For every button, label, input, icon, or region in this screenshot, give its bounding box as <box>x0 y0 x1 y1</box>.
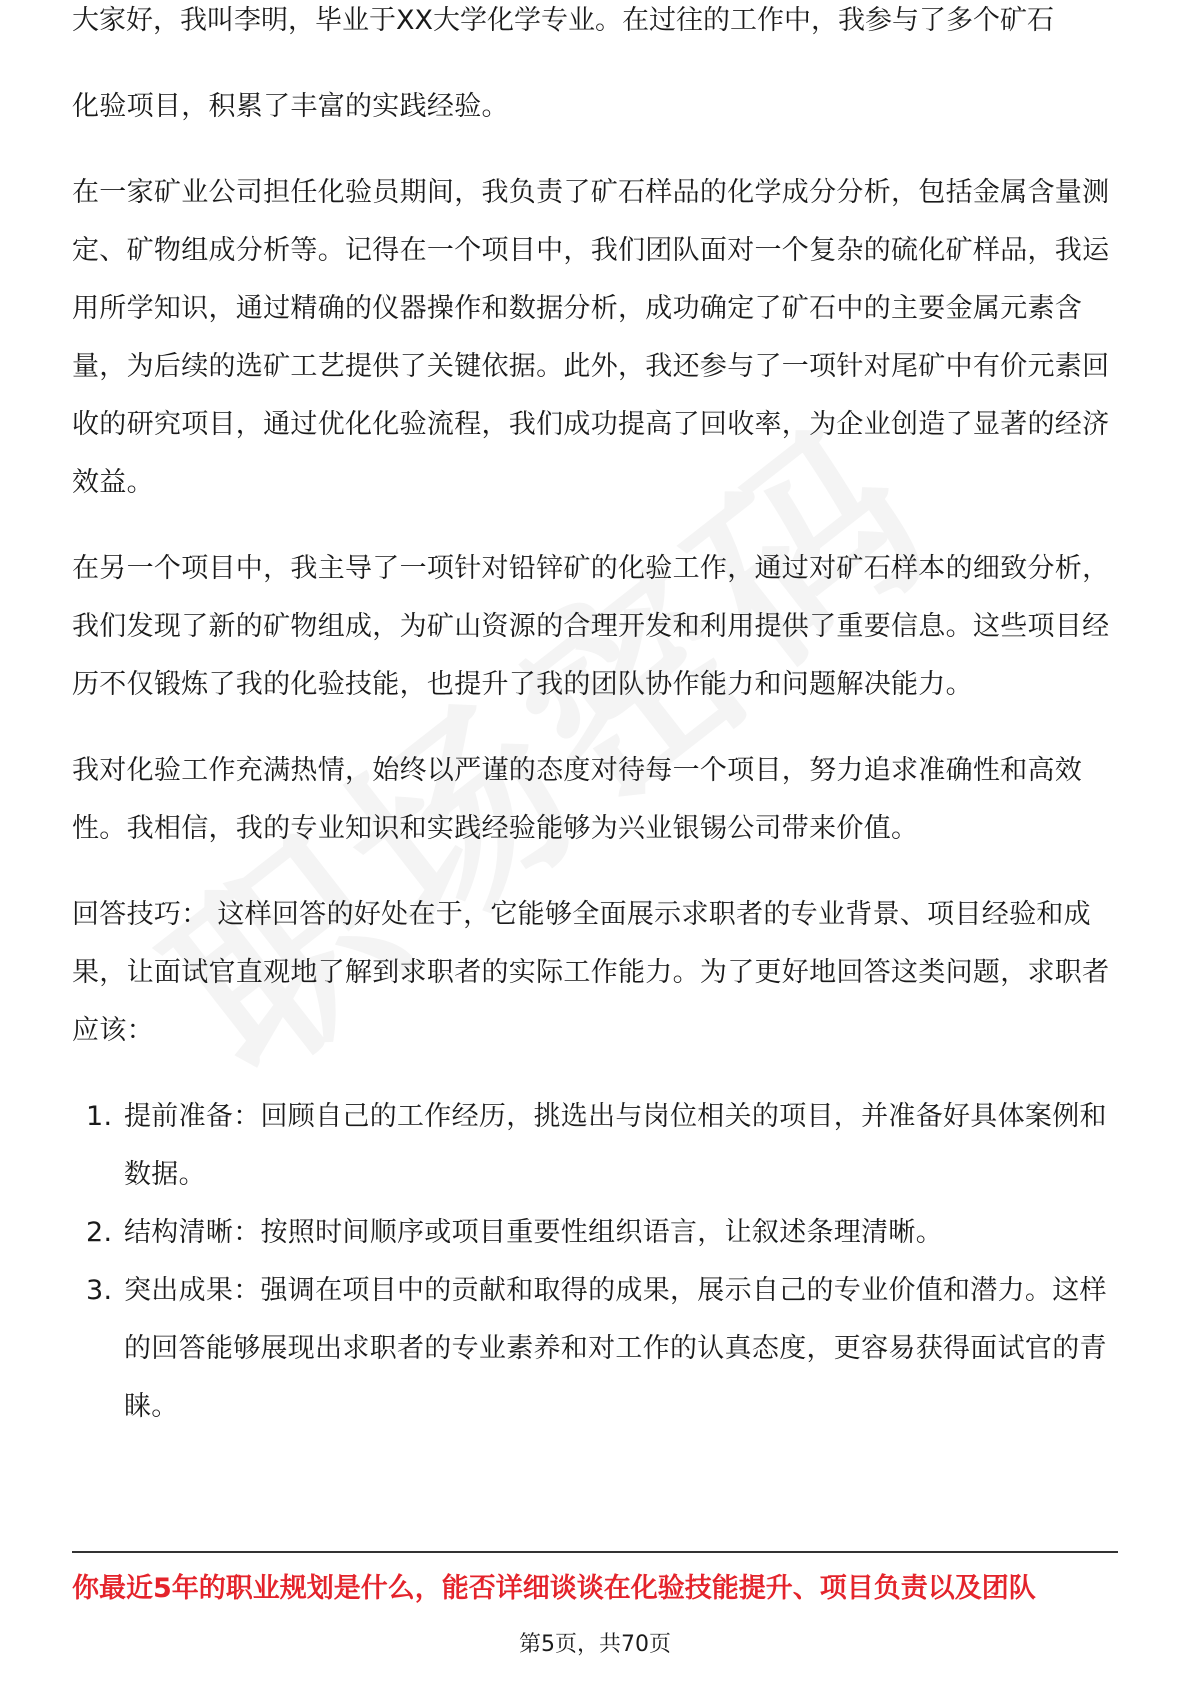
list-item-number: 2. <box>86 1217 113 1248</box>
cut-off-top-line: 大家好，我叫李明，毕业于XX大学化学专业。在过往的工作中，我参与了多个矿石 <box>72 5 1054 36</box>
paragraph-motivation: 我对化验工作充满热情，始终以严谨的态度对待每一个项目，努力追求准确性和高效性。我相信，我的专业知识和实践经验能够为兴业银锡公司带来价值。 <box>72 755 1083 844</box>
list-item-number: 1. <box>86 1101 113 1132</box>
paragraph-continuation: 化验项目，积累了丰富的实践经验。 <box>72 91 509 122</box>
list-item-text: 提前准备：回顾自己的工作经历，挑选出与岗位相关的项目，并准备好具体案例和数据。 <box>124 1101 1107 1190</box>
list-item-number: 3. <box>86 1275 113 1306</box>
paragraph-answer-tips: 回答技巧： 这样回答的好处在于，它能够全面展示求职者的专业背景、项目经验和成果，让面试官直观地了解到求职者的实际工作能力。为了更好地回答这类问题，求职者应该： <box>72 899 1110 1046</box>
list-item <box>86 1262 1118 1436</box>
list-item-text: 结构清晰：按照时间顺序或项目重要性组织语言，让叙述条理清晰。 <box>124 1217 943 1248</box>
list-item <box>86 1088 1118 1204</box>
section-divider <box>72 1551 1118 1553</box>
list-item <box>86 1204 1118 1262</box>
main-content <box>72 78 1118 1436</box>
paragraph-experience-1: 在一家矿业公司担任化验员期间，我负责了矿石样品的化学成分分析，包括金属含量测定、矿物组成分析等。记得在一个项目中，我们团队面对一个复杂的硫化矿样品，我运用所学知识，通过精确的仪器操作和数据分析，成功确定了矿石中的主要金属元素含量，为后续的选矿工艺提供了关键依据。此外，我还参与了一项针对尾矿中有价元素回收的研究项目，通过优化化验流程，我们成功提高了回收率，为企业创造了显著的经济效益。 <box>72 177 1110 498</box>
page-number-footer: 第5页，共70页 <box>519 1632 671 1657</box>
paragraph-experience-2: 在另一个项目中，我主导了一项针对铅锌矿的化验工作，通过对矿石样本的细致分析，我们发现了新的矿物组成，为矿山资源的合理开发和利用提供了重要信息。这些项目经历不仅锻炼了我的化验技能，也提升了我的团队协作能力和问题解决能力。 <box>72 553 1110 700</box>
next-question-heading: 你最近5年的职业规划是什么，能否详细谈谈在化验技能提升、项目负责以及团队 <box>72 1573 1036 1604</box>
tips-list <box>72 1088 1118 1436</box>
list-item-text: 突出成果：强调在项目中的贡献和取得的成果，展示自己的专业价值和潜力。这样的回答能够展现出求职者的专业素养和对工作的认真态度，更容易获得面试官的青睐。 <box>124 1275 1107 1422</box>
